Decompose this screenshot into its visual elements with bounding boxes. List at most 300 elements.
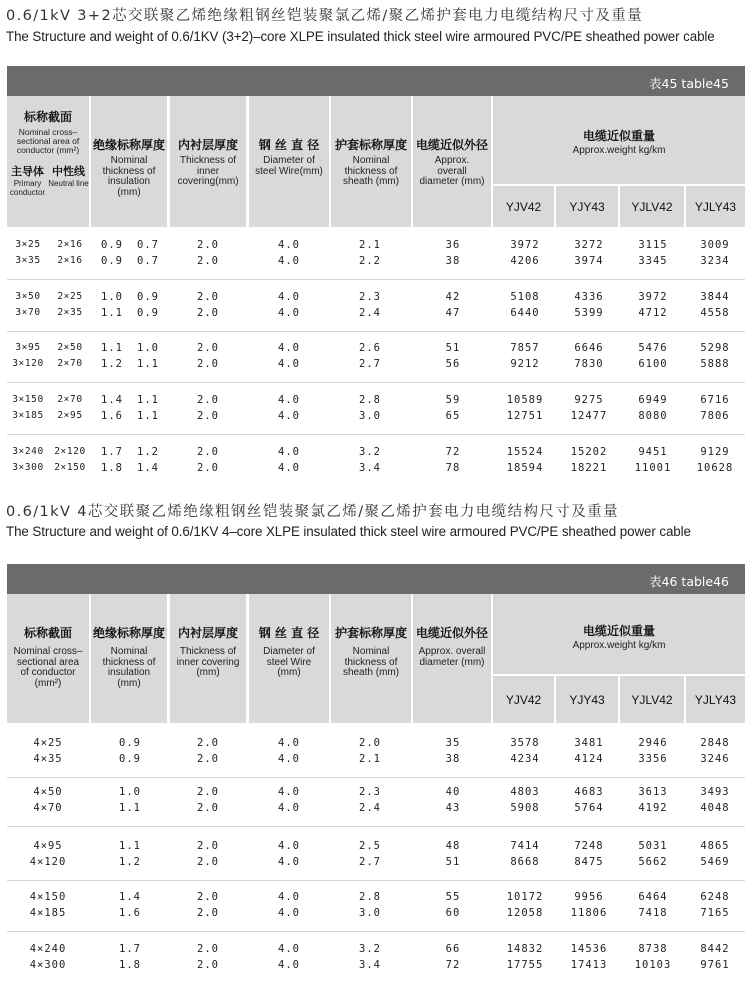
diam-header-en: Approx. overall diameter (mm): [418, 646, 486, 668]
model-header-label: YJLY43: [694, 692, 737, 707]
primary-subheader: [7, 163, 48, 197]
cell-w3: 4192: [638, 802, 668, 814]
cell-wire: 4.0: [278, 737, 300, 749]
cell-neutral: 2×95: [57, 410, 83, 421]
weight-header: [493, 594, 745, 674]
cell-w4: 4558: [700, 307, 730, 319]
cell-w1: 12751: [506, 410, 544, 422]
cell-w3: 3115: [638, 239, 668, 251]
cell-inner: 2.0: [197, 943, 219, 955]
diam-header-cn: 电缆近似外径: [415, 138, 488, 152]
row-separator: [7, 777, 745, 778]
cell-diam: 36: [445, 239, 461, 251]
cell-w2: 9956: [574, 891, 604, 903]
cell-ins: 1.0: [119, 786, 141, 798]
cell-sheath: 2.3: [359, 786, 381, 798]
neutral-subheader: [48, 163, 89, 197]
cell-w4: 2848: [700, 737, 730, 749]
cell-ins_n: 1.1: [137, 394, 159, 406]
weight-header: [493, 96, 745, 184]
cell-wire: 4.0: [278, 856, 300, 868]
row-separator: [7, 331, 745, 332]
sheath-header-cn: 护套标称厚度: [334, 626, 407, 640]
model-header-label: YJLV42: [631, 692, 673, 707]
cell-sheath: 2.4: [359, 307, 381, 319]
cell-w2: 4683: [574, 786, 604, 798]
cell-neutral: 2×16: [57, 239, 83, 250]
cell-ins_n: 0.9: [137, 307, 159, 319]
cell-inner: 2.0: [197, 342, 219, 354]
cell-wire: 4.0: [278, 943, 300, 955]
cell-w3: 5031: [638, 840, 668, 852]
cell-primary: 3×70: [15, 307, 41, 318]
table46-number: 表46 table46: [649, 574, 729, 589]
cell-inner: 2.0: [197, 446, 219, 458]
cell-ins_p: 1.6: [101, 410, 123, 422]
cell-wire: 4.0: [278, 410, 300, 422]
cell-w4: 4865: [700, 840, 730, 852]
cell-ins_n: 1.1: [137, 410, 159, 422]
cell-wire: 4.0: [278, 446, 300, 458]
cell-w3: 2946: [638, 737, 668, 749]
cell-w1: 17755: [506, 959, 544, 971]
cell-w2: 4336: [574, 291, 604, 303]
cell-w3: 7418: [638, 907, 668, 919]
cell-ins_p: 1.4: [101, 394, 123, 406]
cell-diam: 51: [445, 856, 461, 868]
cell-neutral: 2×35: [57, 307, 83, 318]
cell-ins: 1.8: [119, 959, 141, 971]
cell-w4: 3493: [700, 786, 730, 798]
cell-sheath: 2.2: [359, 255, 381, 267]
cell-wire: 4.0: [278, 907, 300, 919]
cell-w3: 3972: [638, 291, 668, 303]
model-header-3: [686, 186, 745, 227]
cell-wire: 4.0: [278, 802, 300, 814]
cell-inner: 2.0: [197, 753, 219, 765]
cell-w2: 18221: [570, 462, 608, 474]
cell-inner: 2.0: [197, 840, 219, 852]
cell-diam: 48: [445, 840, 461, 852]
cell-diam: 56: [445, 358, 461, 370]
cell-inner: 2.0: [197, 394, 219, 406]
cell-w2: 5399: [574, 307, 604, 319]
cell-w3: 11001: [634, 462, 672, 474]
model-header-2: [620, 676, 684, 723]
cell-w3: 3345: [638, 255, 668, 267]
insulation-header-cn: 绝缘标称厚度: [92, 626, 165, 640]
cell-section: 4×50: [33, 786, 63, 798]
cell-ins_p: 1.1: [101, 307, 123, 319]
row-separator: [7, 434, 745, 435]
cell-diam: 59: [445, 394, 461, 406]
cell-wire: 4.0: [278, 239, 300, 251]
cell-sheath: 3.0: [359, 410, 381, 422]
cell-diam: 38: [445, 753, 461, 765]
wire-header: [249, 96, 329, 227]
cell-wire: 4.0: [278, 840, 300, 852]
cell-wire: 4.0: [278, 291, 300, 303]
cell-section: 4×25: [33, 737, 63, 749]
cell-primary: 3×120: [12, 358, 44, 369]
cell-ins: 1.1: [119, 840, 141, 852]
cell-diam: 65: [445, 410, 461, 422]
cell-w2: 7248: [574, 840, 604, 852]
table45-header-bar: [7, 66, 745, 96]
cell-w1: 6440: [510, 307, 540, 319]
cell-w2: 6646: [574, 342, 604, 354]
cell-w1: 10172: [506, 891, 544, 903]
cell-ins: 1.2: [119, 856, 141, 868]
row-separator: [7, 382, 745, 383]
cell-w4: 3009: [700, 239, 730, 251]
cell-diam: 40: [445, 786, 461, 798]
model-header-label: YJLV42: [631, 199, 673, 214]
cell-w4: 6248: [700, 891, 730, 903]
row-separator: [7, 826, 745, 827]
cell-ins_n: 1.2: [137, 446, 159, 458]
cell-w1: 18594: [506, 462, 544, 474]
cell-sheath: 2.6: [359, 342, 381, 354]
cell-w1: 12058: [506, 907, 544, 919]
diam-header-en: Approx. overall diameter (mm): [419, 155, 485, 187]
cell-primary: 3×300: [12, 462, 44, 473]
cell-inner: 2.0: [197, 802, 219, 814]
cell-inner: 2.0: [197, 959, 219, 971]
cell-ins_n: 1.1: [137, 358, 159, 370]
cell-w4: 5298: [700, 342, 730, 354]
cell-diam: 78: [445, 462, 461, 474]
cell-ins: 1.7: [119, 943, 141, 955]
cell-ins_n: 0.9: [137, 291, 159, 303]
inner-header-cn: 内衬层厚度: [177, 138, 238, 152]
cell-w1: 5108: [510, 291, 540, 303]
cell-w1: 4803: [510, 786, 540, 798]
section-header: [7, 594, 89, 723]
sheath-header-cn: 护套标称厚度: [334, 138, 407, 152]
cell-sheath: 3.2: [359, 446, 381, 458]
cell-w4: 3234: [700, 255, 730, 267]
cell-primary: 3×95: [15, 342, 41, 353]
model-header-label: YJV42: [505, 692, 542, 707]
cell-wire: 4.0: [278, 462, 300, 474]
model-header-1: [556, 186, 618, 227]
cell-section: 4×240: [29, 943, 67, 955]
table46-title-en: The Structure and weight of 0.6/1KV 4–core XLPE insulated thick steel wire armoured PVC/PE sheathed power cable: [6, 524, 691, 539]
cell-diam: 72: [445, 446, 461, 458]
cell-ins_n: 1.0: [137, 342, 159, 354]
cell-diam: 38: [445, 255, 461, 267]
cell-section: 4×185: [29, 907, 67, 919]
weight-header-cn: 电缆近似重量: [582, 129, 655, 143]
cell-w4: 3844: [700, 291, 730, 303]
table46-title-cn: 0.6/1kV 4芯交联聚乙烯绝缘粗钢丝铠装聚氯乙烯/聚乙烯护套电力电缆结构尺寸及重量: [6, 504, 619, 520]
model-header-1: [556, 676, 618, 723]
cell-w2: 7830: [574, 358, 604, 370]
cell-w2: 12477: [570, 410, 608, 422]
cell-ins_n: 0.7: [137, 239, 159, 251]
cell-wire: 4.0: [278, 891, 300, 903]
cell-inner: 2.0: [197, 239, 219, 251]
cell-diam: 51: [445, 342, 461, 354]
cell-sheath: 2.0: [359, 737, 381, 749]
table45-title-en: The Structure and weight of 0.6/1KV (3+2)–core XLPE insulated thick steel wire armoured PVC/PE sheathed power cable: [6, 29, 715, 44]
neutral-subheader-en: Neutral line: [48, 179, 89, 188]
table45-title-cn: 0.6/1kV 3+2芯交联聚乙烯绝缘粗钢丝铠装聚氯乙烯/聚乙烯护套电力电缆结构尺寸及重量: [6, 8, 644, 24]
cell-section: 4×300: [29, 959, 67, 971]
cell-w4: 4048: [700, 802, 730, 814]
cell-w2: 4124: [574, 753, 604, 765]
cell-ins_p: 1.2: [101, 358, 123, 370]
section-header-cn: 标称截面: [23, 626, 72, 640]
cell-section: 4×150: [29, 891, 67, 903]
inner-header-en: Thickness of inner covering(mm): [177, 155, 239, 187]
cell-sheath: 2.1: [359, 239, 381, 251]
cell-w2: 3974: [574, 255, 604, 267]
section-header-en: Nominal cross–sectional area of conductor (mm²): [16, 127, 80, 155]
cell-ins: 0.9: [119, 737, 141, 749]
cell-section: 4×95: [33, 840, 63, 852]
cell-ins_n: 0.7: [137, 255, 159, 267]
cell-w3: 5662: [638, 856, 668, 868]
cell-wire: 4.0: [278, 786, 300, 798]
cell-diam: 43: [445, 802, 461, 814]
cell-wire: 4.0: [278, 959, 300, 971]
cell-w3: 3356: [638, 753, 668, 765]
inner-header: [170, 594, 246, 723]
primary-subheader-cn: 主导体: [11, 165, 44, 178]
cell-primary: 3×150: [12, 394, 44, 405]
cell-w2: 15202: [570, 446, 608, 458]
model-header-0: [493, 186, 554, 227]
section-header: [7, 96, 89, 227]
cell-diam: 42: [445, 291, 461, 303]
cell-inner: 2.0: [197, 891, 219, 903]
cell-sheath: 2.3: [359, 291, 381, 303]
wire-header-cn: 钢 丝 直 径: [258, 626, 320, 640]
inner-header-cn: 内衬层厚度: [177, 626, 238, 640]
section-header-cn: 标称截面: [23, 110, 72, 124]
sheath-header-en: Nominal thickness of sheath (mm): [342, 646, 400, 678]
section-header-en: Nominal cross–sectional area of conductor (mm²): [13, 646, 83, 689]
cell-neutral: 2×150: [54, 462, 86, 473]
insulation-header: [91, 96, 167, 227]
cell-w2: 3481: [574, 737, 604, 749]
cell-section: 4×35: [33, 753, 63, 765]
cell-inner: 2.0: [197, 462, 219, 474]
cell-sheath: 3.4: [359, 462, 381, 474]
row-separator: [7, 880, 745, 881]
cell-w3: 6949: [638, 394, 668, 406]
model-header-label: YJY43: [569, 199, 605, 214]
cell-diam: 60: [445, 907, 461, 919]
cell-w2: 11806: [570, 907, 608, 919]
cell-sheath: 2.7: [359, 856, 381, 868]
row-separator: [7, 931, 745, 932]
cell-inner: 2.0: [197, 856, 219, 868]
cell-w4: 8442: [700, 943, 730, 955]
cell-diam: 35: [445, 737, 461, 749]
cell-w1: 7857: [510, 342, 540, 354]
cell-ins: 0.9: [119, 753, 141, 765]
cell-ins_p: 0.9: [101, 239, 123, 251]
model-header-label: YJY43: [569, 692, 605, 707]
cell-inner: 2.0: [197, 786, 219, 798]
cell-w3: 6100: [638, 358, 668, 370]
cell-sheath: 3.0: [359, 907, 381, 919]
cell-ins_p: 1.7: [101, 446, 123, 458]
inner-header: [170, 96, 246, 227]
cell-w3: 6464: [638, 891, 668, 903]
weight-header-en: Approx.weight kg/km: [572, 640, 666, 651]
cell-inner: 2.0: [197, 255, 219, 267]
cell-w1: 9212: [510, 358, 540, 370]
diam-header-cn: 电缆近似外径: [415, 626, 488, 640]
cell-inner: 2.0: [197, 307, 219, 319]
cell-w3: 5476: [638, 342, 668, 354]
cell-wire: 4.0: [278, 394, 300, 406]
cell-section: 4×120: [29, 856, 67, 868]
cell-diam: 66: [445, 943, 461, 955]
cell-w2: 3272: [574, 239, 604, 251]
cell-wire: 4.0: [278, 358, 300, 370]
cell-sheath: 2.1: [359, 753, 381, 765]
cell-wire: 4.0: [278, 307, 300, 319]
cell-w1: 5908: [510, 802, 540, 814]
cell-w2: 5764: [574, 802, 604, 814]
cell-w1: 10589: [506, 394, 544, 406]
cell-w1: 3578: [510, 737, 540, 749]
cell-section: 4×70: [33, 802, 63, 814]
row-separator: [7, 279, 745, 280]
cell-ins_p: 1.0: [101, 291, 123, 303]
cell-w1: 15524: [506, 446, 544, 458]
cell-neutral: 2×50: [57, 342, 83, 353]
cell-sheath: 2.7: [359, 358, 381, 370]
cell-w3: 4712: [638, 307, 668, 319]
cell-ins_p: 0.9: [101, 255, 123, 267]
cell-neutral: 2×120: [54, 446, 86, 457]
cell-diam: 72: [445, 959, 461, 971]
weight-header-cn: 电缆近似重量: [582, 624, 655, 638]
cell-w3: 8738: [638, 943, 668, 955]
cell-sheath: 2.4: [359, 802, 381, 814]
cell-ins: 1.6: [119, 907, 141, 919]
cell-neutral: 2×70: [57, 394, 83, 405]
cell-primary: 3×25: [15, 239, 41, 250]
cell-primary: 3×35: [15, 255, 41, 266]
cell-w1: 4206: [510, 255, 540, 267]
diam-header: [413, 594, 491, 723]
diam-header: [413, 96, 491, 227]
cell-w3: 8080: [638, 410, 668, 422]
insulation-header: [91, 594, 167, 723]
cell-sheath: 2.8: [359, 891, 381, 903]
wire-header-en: Diameter of steel Wire (mm): [263, 646, 315, 678]
cell-ins_p: 1.1: [101, 342, 123, 354]
cell-w4: 5888: [700, 358, 730, 370]
cell-w2: 9275: [574, 394, 604, 406]
cell-wire: 4.0: [278, 255, 300, 267]
sheath-header-en: Nominal thickness of sheath (mm): [342, 155, 400, 187]
cell-ins: 1.4: [119, 891, 141, 903]
cell-neutral: 2×16: [57, 255, 83, 266]
cell-sheath: 3.2: [359, 943, 381, 955]
cell-diam: 55: [445, 891, 461, 903]
weight-header-en: Approx.weight kg/km: [572, 145, 666, 156]
model-header-3: [686, 676, 745, 723]
cell-sheath: 3.4: [359, 959, 381, 971]
cell-w3: 9451: [638, 446, 668, 458]
insulation-header-cn: 绝缘标称厚度: [92, 138, 165, 152]
cell-w2: 8475: [574, 856, 604, 868]
cell-inner: 2.0: [197, 358, 219, 370]
model-header-label: YJV42: [505, 199, 542, 214]
cell-inner: 2.0: [197, 737, 219, 749]
wire-header-cn: 钢 丝 直 径: [258, 138, 320, 152]
cell-primary: 3×185: [12, 410, 44, 421]
cell-primary: 3×50: [15, 291, 41, 302]
cell-w4: 5469: [700, 856, 730, 868]
cell-w1: 14832: [506, 943, 544, 955]
cell-w4: 9761: [700, 959, 730, 971]
wire-header-en: Diameter of steel Wire(mm): [255, 155, 323, 177]
cell-inner: 2.0: [197, 907, 219, 919]
cell-w4: 7806: [700, 410, 730, 422]
cell-w3: 3613: [638, 786, 668, 798]
cell-wire: 4.0: [278, 753, 300, 765]
wire-header: [249, 594, 329, 723]
inner-header-en: Thickness of inner covering (mm): [176, 646, 240, 678]
cell-primary: 3×240: [12, 446, 44, 457]
table46-header-bar: [7, 564, 745, 594]
cell-w2: 14536: [570, 943, 608, 955]
sheath-header: [331, 594, 411, 723]
cell-sheath: 2.5: [359, 840, 381, 852]
section-subheaders: [7, 163, 89, 197]
cell-ins: 1.1: [119, 802, 141, 814]
primary-subheader-en: Primary conductor: [9, 179, 46, 197]
cell-diam: 47: [445, 307, 461, 319]
cell-w4: 3246: [700, 753, 730, 765]
cell-w1: 8668: [510, 856, 540, 868]
cell-sheath: 2.8: [359, 394, 381, 406]
table45-number: 表45 table45: [649, 76, 729, 91]
cell-ins_n: 1.4: [137, 462, 159, 474]
sheath-header: [331, 96, 411, 227]
cell-w4: 6716: [700, 394, 730, 406]
cell-inner: 2.0: [197, 291, 219, 303]
cell-w1: 4234: [510, 753, 540, 765]
cell-w1: 7414: [510, 840, 540, 852]
model-header-2: [620, 186, 684, 227]
insulation-header-en: Nominal thickness of insulation (mm): [102, 646, 156, 689]
cell-w4: 9129: [700, 446, 730, 458]
cell-w2: 17413: [570, 959, 608, 971]
cell-w3: 10103: [634, 959, 672, 971]
cell-inner: 2.0: [197, 410, 219, 422]
insulation-header-en: Nominal thickness of insulation (mm): [102, 155, 156, 198]
neutral-subheader-cn: 中性线: [52, 165, 85, 178]
model-header-label: YJLY43: [694, 199, 737, 214]
cell-w4: 10628: [696, 462, 734, 474]
cell-wire: 4.0: [278, 342, 300, 354]
cell-ins_p: 1.8: [101, 462, 123, 474]
cell-w1: 3972: [510, 239, 540, 251]
cell-neutral: 2×70: [57, 358, 83, 369]
cell-w4: 7165: [700, 907, 730, 919]
model-header-0: [493, 676, 554, 723]
